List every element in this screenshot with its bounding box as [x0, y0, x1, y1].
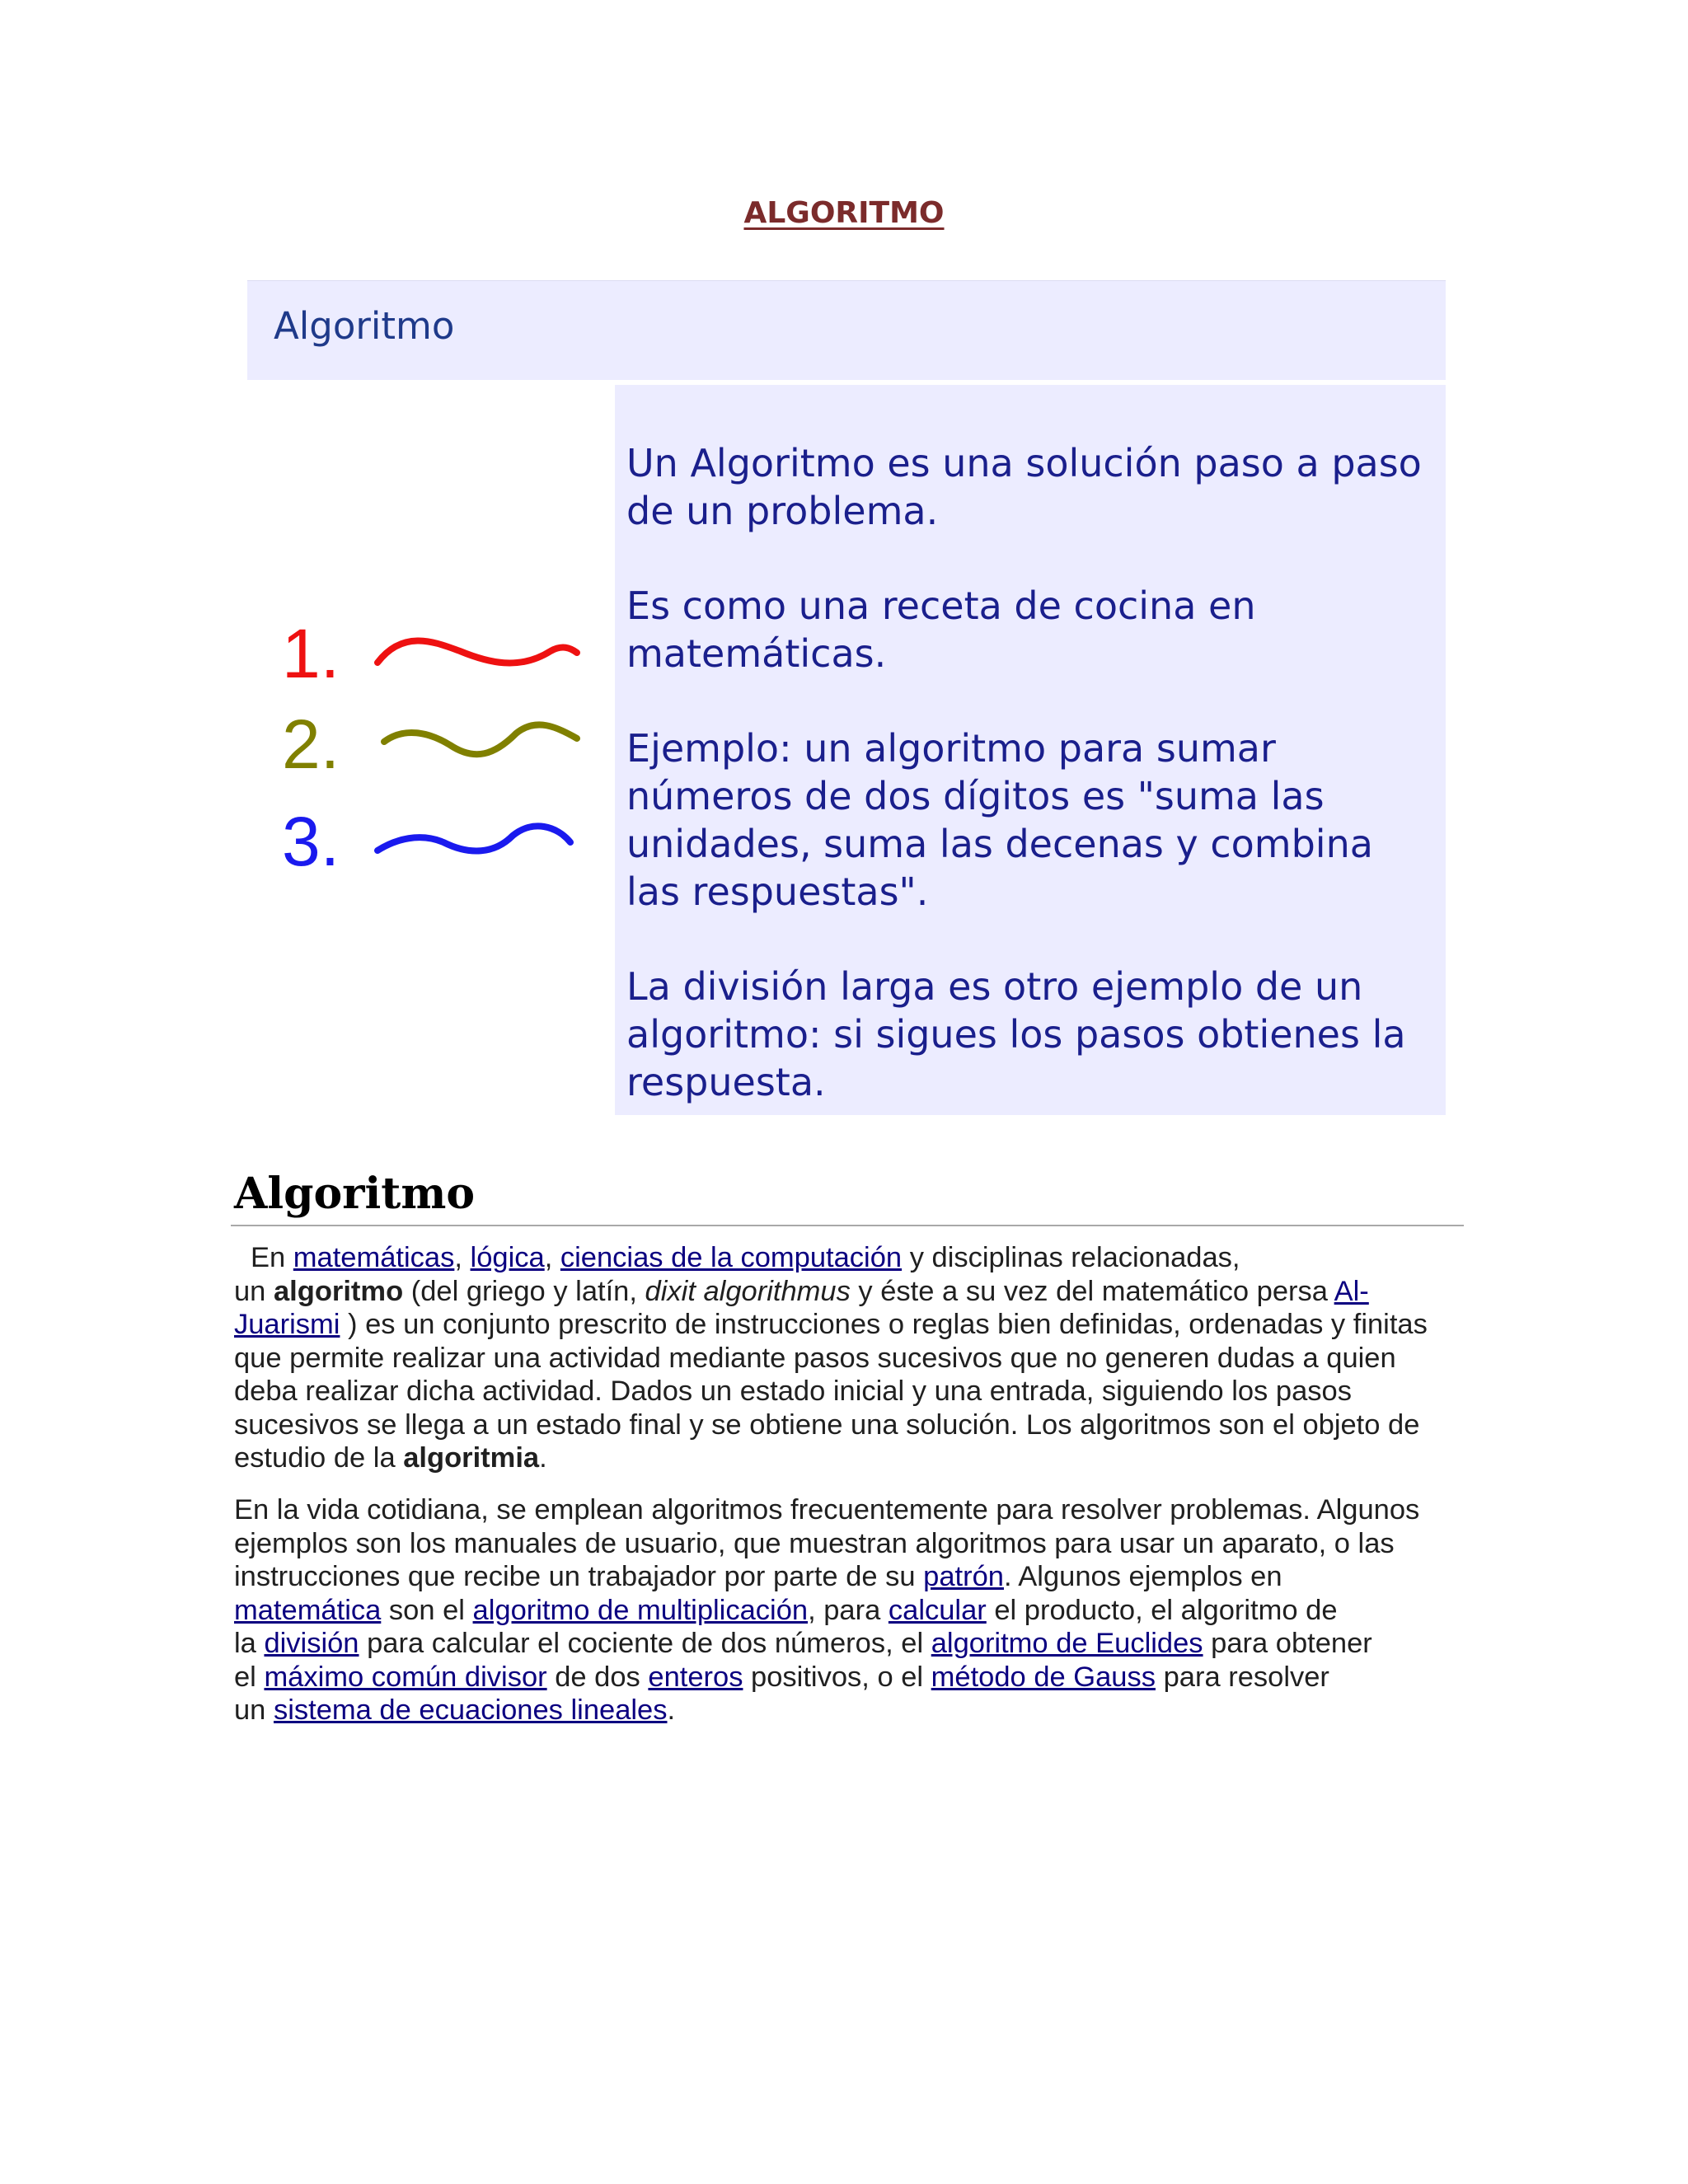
text: .: [667, 1694, 676, 1726]
step-number-1: 1.: [282, 615, 340, 692]
article-paragraph-1: [234, 1241, 1454, 1475]
step-wave-1: [377, 640, 577, 663]
text: (del griego y latín,: [403, 1275, 645, 1307]
link-logica[interactable]: lógica: [470, 1242, 545, 1273]
document-title-text: ALGORITMO: [743, 196, 945, 230]
link-ciencias-computacion[interactable]: ciencias de la computación: [560, 1242, 903, 1273]
definition-paragraph-4: La división larga es otro ejemplo de un algoritmo: si sigues los pasos obtienes la respuesta.: [626, 964, 1406, 1104]
section-divider: [231, 1225, 1464, 1226]
box-header: [247, 280, 1446, 380]
link-matematica[interactable]: matemática: [234, 1594, 382, 1626]
step-wave-2: [384, 724, 577, 754]
text: .: [539, 1442, 547, 1474]
text: para resolver: [1156, 1661, 1329, 1693]
text: son el: [381, 1594, 473, 1626]
link-patron[interactable]: patrón: [923, 1561, 1004, 1592]
article-paragraph-2: [234, 1493, 1454, 1727]
text: para obtener: [1203, 1628, 1372, 1659]
step-wave-3: [377, 826, 570, 851]
bold-algoritmo: algoritmo: [273, 1275, 404, 1307]
text: ) es un conjunto prescrito de instrucciones o reglas bien definidas, ordenadas y finitas que permite realizar una actividad mediante pasos sucesivos que no generen dudas a quien deba realizar dicha actividad. Dados un estado inicial y una entrada, siguiendo los pasos sucesivos se llega a un estado final y se obtiene una solución. Los algoritmos son el objeto de estudio de la: [234, 1309, 1428, 1474]
link-maximo-comun-divisor[interactable]: máximo común divisor: [264, 1661, 547, 1693]
box-header-title: Algoritmo: [274, 304, 455, 348]
document-title: [0, 196, 1688, 230]
bold-algoritmia: algoritmia: [403, 1442, 540, 1474]
text: . Algunos ejemplos en: [1004, 1561, 1282, 1592]
link-sistema-ecuaciones[interactable]: sistema de ecuaciones lineales: [273, 1694, 668, 1726]
link-enteros[interactable]: enteros: [648, 1661, 743, 1693]
link-al-juarismi[interactable]: Al-: [1334, 1275, 1369, 1307]
text: En: [251, 1242, 293, 1273]
text: el: [234, 1661, 265, 1693]
definition-paragraph-3: Ejemplo: un algoritmo para sumar números de dos dígitos es "suma las unidades, suma las decenas y combina las respuestas".: [626, 726, 1373, 914]
link-algoritmo-multiplicacion[interactable]: algoritmo de multiplicación: [472, 1594, 809, 1626]
text: un: [234, 1694, 274, 1726]
text: ,: [544, 1242, 560, 1273]
text: y disciplinas relacionadas,: [902, 1242, 1240, 1273]
definition-paragraph-2: Es como una receta de cocina en matemáticas.: [626, 583, 1256, 676]
definition-panel: [615, 382, 1446, 1115]
text: la: [234, 1628, 265, 1659]
text: , para: [808, 1594, 889, 1626]
numbered-steps-image: [272, 603, 602, 883]
text: para calcular el cociente de dos números, el: [359, 1628, 931, 1659]
definition-text: [626, 439, 1434, 1153]
link-algoritmo-euclides[interactable]: algoritmo de Euclides: [931, 1628, 1203, 1659]
link-matematicas[interactable]: matemáticas: [293, 1242, 455, 1273]
definition-paragraph-1: Un Algoritmo es una solución paso a paso de un problema.: [626, 441, 1422, 533]
steps-illustration: [247, 381, 613, 1113]
link-calcular[interactable]: calcular: [888, 1594, 987, 1626]
text: ,: [454, 1242, 471, 1273]
step-number-2: 2.: [282, 705, 340, 783]
link-al-juarismi-cont[interactable]: Juarismi: [234, 1309, 340, 1340]
link-division[interactable]: división: [264, 1628, 359, 1659]
link-metodo-gauss[interactable]: método de Gauss: [931, 1661, 1156, 1693]
text: y éste a su vez del matemático persa: [850, 1275, 1334, 1307]
text: de dos: [546, 1661, 649, 1693]
section-title: Algoritmo: [234, 1169, 476, 1219]
italic-dixit-algorithmus: dixit algorithmus: [645, 1275, 851, 1307]
step-number-3: 3.: [282, 803, 340, 880]
text: el producto, el algoritmo de: [986, 1594, 1338, 1626]
text: positivos, o el: [743, 1661, 931, 1693]
text: un: [234, 1275, 274, 1307]
text: En la vida cotidiana, se emplean algoritmos frecuentemente para resolver problemas. Algunos ejemplos son los manuales de usuario, que muestran algoritmos para usar un aparato, o las instrucciones que recibe un trabajador por parte de su: [234, 1494, 1420, 1592]
